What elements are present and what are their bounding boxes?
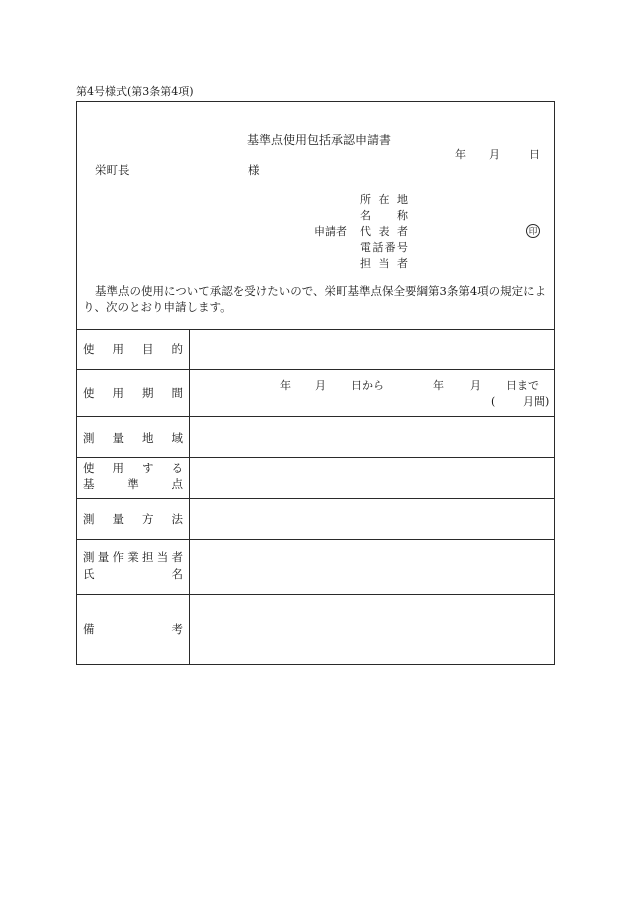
applicant-field-contact-person: 担 当 者: [360, 257, 408, 270]
period-to-month: 月: [470, 379, 481, 392]
request-statement: 基準点の使用について承認を受けたいので、栄町基準点保全要綱第3条第4項の規定により、次のとおり申請します。: [83, 284, 547, 314]
date-day-label: 日: [529, 148, 540, 161]
table-divider: [77, 416, 554, 417]
applicant-field-representative: 代 表 者: [360, 225, 408, 238]
form-number: 第4号様式(第3条第4項): [76, 85, 194, 98]
row-label-purpose: 使 用 目 的: [83, 342, 183, 356]
period-from-year: 年: [280, 379, 291, 392]
row-label-line: 使 用 す る: [83, 461, 183, 475]
date-year-label: 年: [455, 148, 466, 161]
table-divider: [77, 369, 554, 370]
period-from-month: 月: [315, 379, 326, 392]
period-months-open: (: [491, 395, 496, 408]
table-column-divider: [189, 329, 190, 665]
date-month-label: 月: [489, 148, 500, 161]
table-divider: [77, 457, 554, 458]
application-form: [76, 101, 555, 665]
row-label-line: 基 準 点: [83, 477, 183, 491]
table-divider: [77, 594, 554, 595]
row-label-survey-area: 測 量 地 域: [83, 431, 183, 445]
applicant-field-name: 名 称: [360, 209, 408, 222]
applicant-field-phone: 電 話 番 号: [360, 241, 408, 254]
period-from-day: 日から: [351, 379, 384, 392]
applicant-label: 申請者: [314, 225, 347, 238]
addressee-honorific: 様: [248, 163, 260, 177]
seal-icon: 印: [526, 224, 540, 238]
row-label-remarks: 備 考: [83, 622, 183, 636]
document-title: 基準点使用包括承認申請書: [247, 133, 392, 147]
period-to-day: 日まで: [506, 379, 539, 392]
row-label-period: 使 用 期 間: [83, 386, 183, 400]
table-divider: [77, 498, 554, 499]
period-to-year: 年: [433, 379, 444, 392]
table-divider: [77, 539, 554, 540]
table-divider: [77, 329, 554, 330]
period-months-close: 月間): [523, 395, 550, 408]
row-label-survey-method: 測 量 方 法: [83, 512, 183, 526]
addressee-name: 栄町長: [95, 163, 130, 177]
row-label-line: 測 量 作 業 担 当 者: [83, 550, 183, 564]
applicant-field-address: 所 在 地: [360, 193, 408, 206]
row-label-line: 氏 名: [83, 567, 183, 581]
